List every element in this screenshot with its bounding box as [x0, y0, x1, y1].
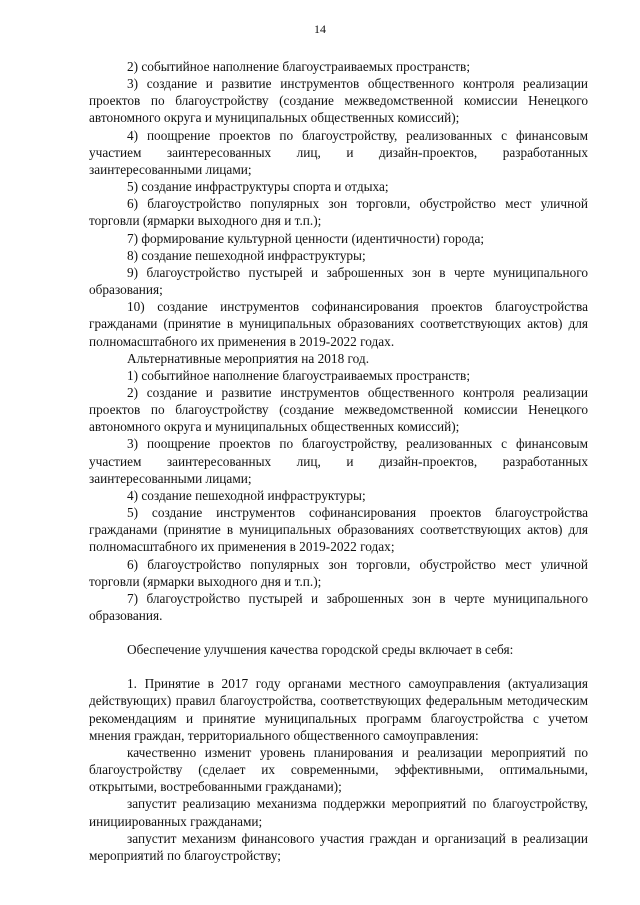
paragraph: 8) создание пешеходной инфраструктуры;: [127, 247, 366, 263]
paragraph: 1) событийное наполнение благоустраиваемых пространств;: [127, 367, 471, 383]
paragraph: 5) создание инфраструктуры спорта и отдыха;: [127, 179, 389, 195]
paragraph: 7) благоустройство пустырей и заброшенных зон в черте муниципального образования.: [89, 590, 588, 623]
paragraph: 2) создание и развитие инструментов общественного контроля реализации проектов по благоустройству (создание межведомственной комиссии Ненецкого автономного округа и муниципальных общественных комиссий);: [89, 384, 588, 435]
section-heading: Альтернативные мероприятия на 2018 год.: [127, 350, 370, 366]
paragraph: 6) благоустройство популярных зон торговли, обустройство мест уличной торговли (ярмарки выходного дня и т.п.);: [89, 556, 588, 589]
page-number: 14: [314, 22, 326, 36]
paragraph: 4) поощрение проектов по благоустройству, реализованных с финансовым участием заинтересованных лиц, и дизайн-проектов, разработанных заинтересованными лицами;: [89, 127, 588, 177]
paragraph: 1. Принятие в 2017 году органами местного самоуправления (актуализация действующих) правил благоустройства, соответствующих федеральным методическим рекомендациям и принятие муниципальных программ благоустройства с учетом мнения граждан, территориального общественного самоуправления:: [89, 676, 588, 743]
paragraph: запустит механизм финансового участия граждан и организаций в реализации мероприятий по благоустройству;: [89, 830, 588, 863]
section-heading: Обеспечение улучшения качества городской среды включает в себя:: [127, 642, 514, 658]
paragraph: 3) создание и развитие инструментов общественного контроля реализации проектов по благоустройству (создание межведомственной комиссии Ненецкого автономного округа и муниципальных общественных комиссий);: [89, 76, 588, 126]
paragraph: 10) создание инструментов софинансирования проектов благоустройства гражданами (принятие в муниципальных образованиях соответствующих актов) для полномасштабного их применения в 2019-2022 годах.: [89, 299, 588, 349]
paragraph: 9) благоустройство пустырей и заброшенных зон в черте муниципального образования;: [89, 264, 588, 298]
paragraph: 7) формирование культурной ценности (идентичности) города;: [127, 230, 485, 246]
paragraph: 3) поощрение проектов по благоустройству, реализованных с финансовым участием заинтересованных лиц, и дизайн-проектов, разработанных заинтересованными лицами;: [89, 436, 588, 486]
paragraph: 5) создание инструментов софинансирования проектов благоустройства гражданами (принятие в муниципальных образованиях соответствующих актов) для полномасштабного их применения в 2019-2022 годах;: [89, 505, 588, 555]
paragraph: запустит реализацию механизма поддержки мероприятий по благоустройству, инициированных гражданами;: [89, 796, 588, 829]
paragraph: качественно изменит уровень планирования и реализации мероприятий по благоустройству (сделает их современными, эффективными, оптимальными, открытыми, востребованными гражданами);: [89, 744, 588, 795]
paragraph: 6) благоустройство популярных зон торговли, обустройство мест уличной торговли (ярмарки выходного дня и т.п.);: [89, 196, 588, 229]
paragraph: 4) создание пешеходной инфраструктуры;: [127, 487, 366, 503]
paragraph: 2) событийное наполнение благоустраиваемых пространств;: [127, 59, 471, 74]
document-body: [89, 58, 588, 864]
